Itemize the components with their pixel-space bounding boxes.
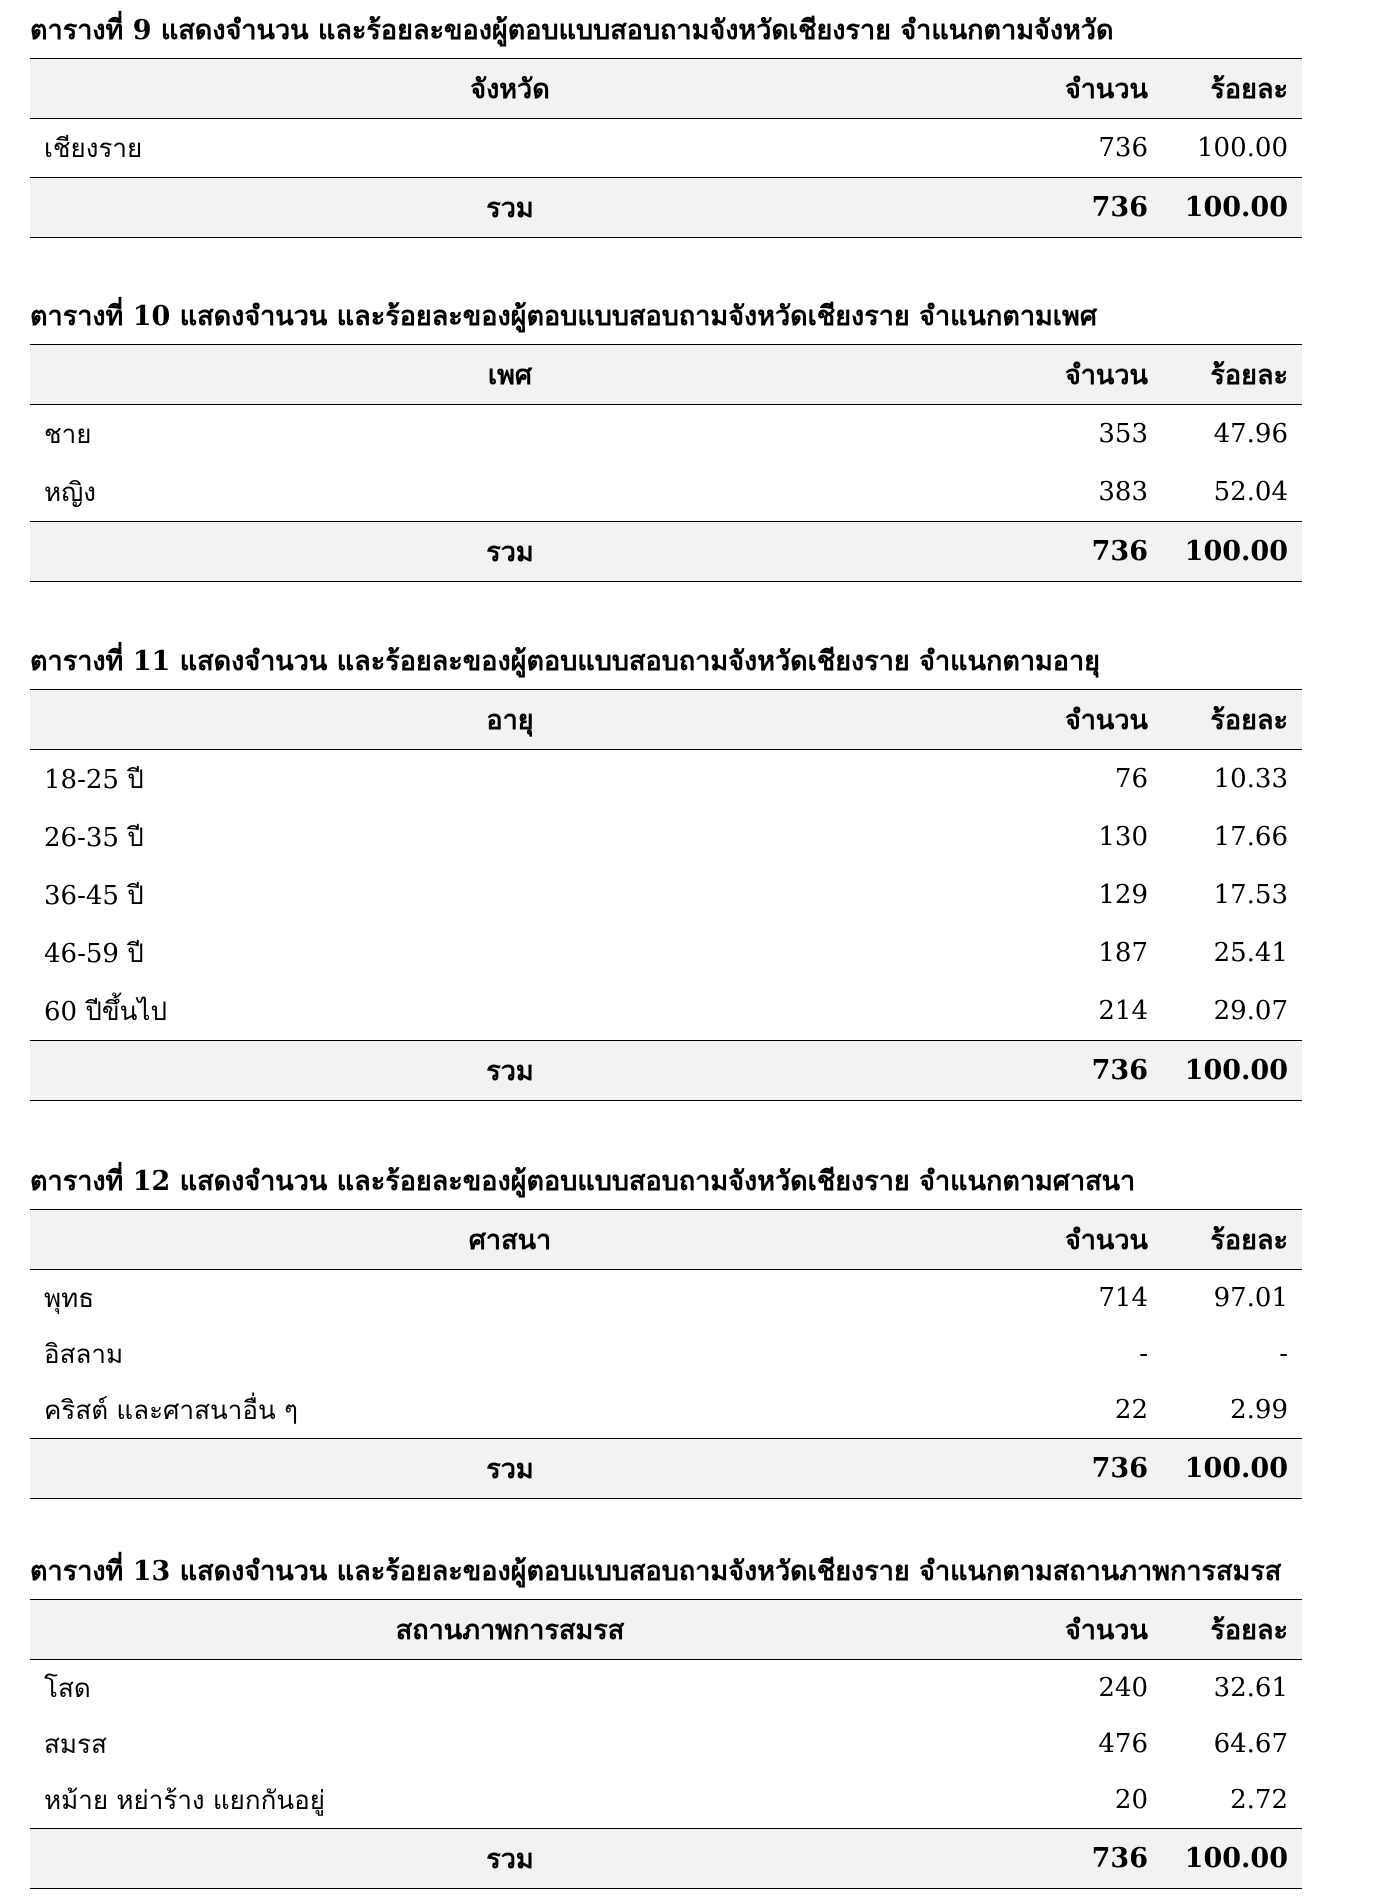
total-count: 736 [990, 1829, 1162, 1889]
table-header-row [30, 1600, 1302, 1660]
table-total-row [30, 1439, 1302, 1499]
total-percent: 100.00 [1162, 178, 1302, 238]
table-row [30, 808, 1302, 866]
total-percent: 100.00 [1162, 522, 1302, 582]
row-percent: 47.96 [1213, 419, 1288, 449]
row-count: 22 [1114, 1395, 1148, 1425]
table-row [30, 1716, 1302, 1772]
table-total-row [30, 1041, 1302, 1101]
row-percent: 97.01 [1213, 1283, 1288, 1313]
total-count: 736 [990, 1439, 1162, 1499]
column-header-category: อายุ [30, 690, 990, 750]
row-percent: 2.72 [1230, 1785, 1288, 1815]
row-count: 383 [1098, 477, 1148, 507]
row-count: - [1139, 1339, 1148, 1369]
table-total-row [30, 522, 1302, 582]
row-label: 36-45 ปี [44, 880, 144, 911]
total-label: รวม [30, 1439, 990, 1499]
column-header-category: สถานภาพการสมรส [30, 1600, 990, 1660]
column-header-count: จำนวน [990, 59, 1162, 119]
row-label: 60 ปีขึ้นไป [44, 996, 167, 1027]
column-header-percent: ร้อยละ [1162, 59, 1302, 119]
row-label: อิสลาม [44, 1339, 124, 1370]
total-label: รวม [30, 522, 990, 582]
table-caption: ตารางที่ 13 แสดงจำนวน และร้อยละของผู้ตอบแบบสอบถามจังหวัดเชียงราย จำแนกตามสถานภาพการสมรส [30, 1556, 1282, 1587]
table-row [30, 750, 1302, 809]
table-header-row [30, 1210, 1302, 1270]
row-label: ชาย [44, 419, 92, 450]
data-table [30, 1599, 1302, 1889]
row-label: 46-59 ปี [44, 938, 144, 969]
row-percent: - [1279, 1339, 1288, 1369]
column-header-category: เพศ [30, 345, 990, 405]
total-count: 736 [990, 178, 1162, 238]
row-percent: 10.33 [1213, 764, 1288, 794]
row-percent: 64.67 [1213, 1729, 1288, 1759]
row-percent: 17.53 [1213, 880, 1288, 910]
column-header-category: จังหวัด [30, 59, 990, 119]
table-row [30, 1772, 1302, 1829]
row-count: 736 [1098, 133, 1148, 163]
row-label: หญิง [44, 477, 96, 508]
table-total-row [30, 178, 1302, 238]
total-count: 736 [990, 522, 1162, 582]
table-header-row [30, 690, 1302, 750]
table-block-11 [30, 645, 1302, 1101]
row-percent: 52.04 [1213, 477, 1288, 507]
row-count: 20 [1114, 1785, 1148, 1815]
column-header-percent: ร้อยละ [1162, 1210, 1302, 1270]
column-header-count: จำนวน [990, 345, 1162, 405]
row-label: เชียงราย [44, 133, 143, 164]
column-header-percent: ร้อยละ [1162, 345, 1302, 405]
data-table [30, 1209, 1302, 1499]
row-count: 76 [1114, 764, 1148, 794]
column-header-percent: ร้อยละ [1162, 1600, 1302, 1660]
row-percent: 25.41 [1213, 938, 1288, 968]
data-table [30, 344, 1302, 582]
row-percent: 32.61 [1213, 1673, 1288, 1703]
row-percent: 17.66 [1213, 822, 1288, 852]
row-count: 214 [1098, 996, 1148, 1026]
table-caption: ตารางที่ 12 แสดงจำนวน และร้อยละของผู้ตอบแบบสอบถามจังหวัดเชียงราย จำแนกตามศาสนา [30, 1166, 1136, 1197]
data-table [30, 689, 1302, 1101]
row-label: คริสต์ และศาสนาอื่น ๆ [44, 1395, 298, 1426]
column-header-count: จำนวน [990, 1600, 1162, 1660]
row-count: 130 [1098, 822, 1148, 852]
row-label: 26-35 ปี [44, 822, 144, 853]
row-count: 129 [1098, 880, 1148, 910]
table-row [30, 982, 1302, 1041]
table-block-9 [30, 14, 1302, 238]
column-header-category: ศาสนา [30, 1210, 990, 1270]
table-row [30, 1326, 1302, 1382]
table-row [30, 1270, 1302, 1327]
table-row [30, 924, 1302, 982]
row-label: สมรส [44, 1729, 107, 1760]
row-count: 476 [1098, 1729, 1148, 1759]
total-percent: 100.00 [1162, 1829, 1302, 1889]
column-header-count: จำนวน [990, 690, 1162, 750]
row-count: 714 [1098, 1283, 1148, 1313]
table-row [30, 866, 1302, 924]
data-table [30, 58, 1302, 238]
row-count: 353 [1098, 419, 1148, 449]
row-percent: 29.07 [1213, 996, 1288, 1026]
total-label: รวม [30, 178, 990, 238]
row-percent: 2.99 [1230, 1395, 1288, 1425]
row-percent: 100.00 [1197, 133, 1288, 163]
row-label: หม้าย หย่าร้าง แยกกันอยู่ [44, 1785, 325, 1816]
total-label: รวม [30, 1041, 990, 1101]
row-count: 240 [1098, 1673, 1148, 1703]
table-caption: ตารางที่ 10 แสดงจำนวน และร้อยละของผู้ตอบแบบสอบถามจังหวัดเชียงราย จำแนกตามเพศ [30, 301, 1097, 332]
table-header-row [30, 59, 1302, 119]
table-row [30, 1382, 1302, 1439]
total-label: รวม [30, 1829, 990, 1889]
total-count: 736 [990, 1041, 1162, 1101]
table-block-10 [30, 300, 1302, 582]
table-header-row [30, 345, 1302, 405]
table-row [30, 1660, 1302, 1717]
row-label: พุทธ [44, 1283, 95, 1314]
column-header-count: จำนวน [990, 1210, 1162, 1270]
table-total-row [30, 1829, 1302, 1889]
table-row [30, 463, 1302, 522]
row-count: 187 [1098, 938, 1148, 968]
total-percent: 100.00 [1162, 1041, 1302, 1101]
table-caption: ตารางที่ 11 แสดงจำนวน และร้อยละของผู้ตอบแบบสอบถามจังหวัดเชียงราย จำแนกตามอายุ [30, 646, 1101, 677]
row-label: โสด [44, 1673, 91, 1704]
table-block-13 [30, 1555, 1302, 1889]
table-caption: ตารางที่ 9 แสดงจำนวน และร้อยละของผู้ตอบแบบสอบถามจังหวัดเชียงราย จำแนกตามจังหวัด [30, 15, 1114, 46]
row-label: 18-25 ปี [44, 764, 144, 795]
total-percent: 100.00 [1162, 1439, 1302, 1499]
table-block-12 [30, 1165, 1302, 1499]
column-header-percent: ร้อยละ [1162, 690, 1302, 750]
table-row [30, 405, 1302, 464]
table-row [30, 119, 1302, 178]
